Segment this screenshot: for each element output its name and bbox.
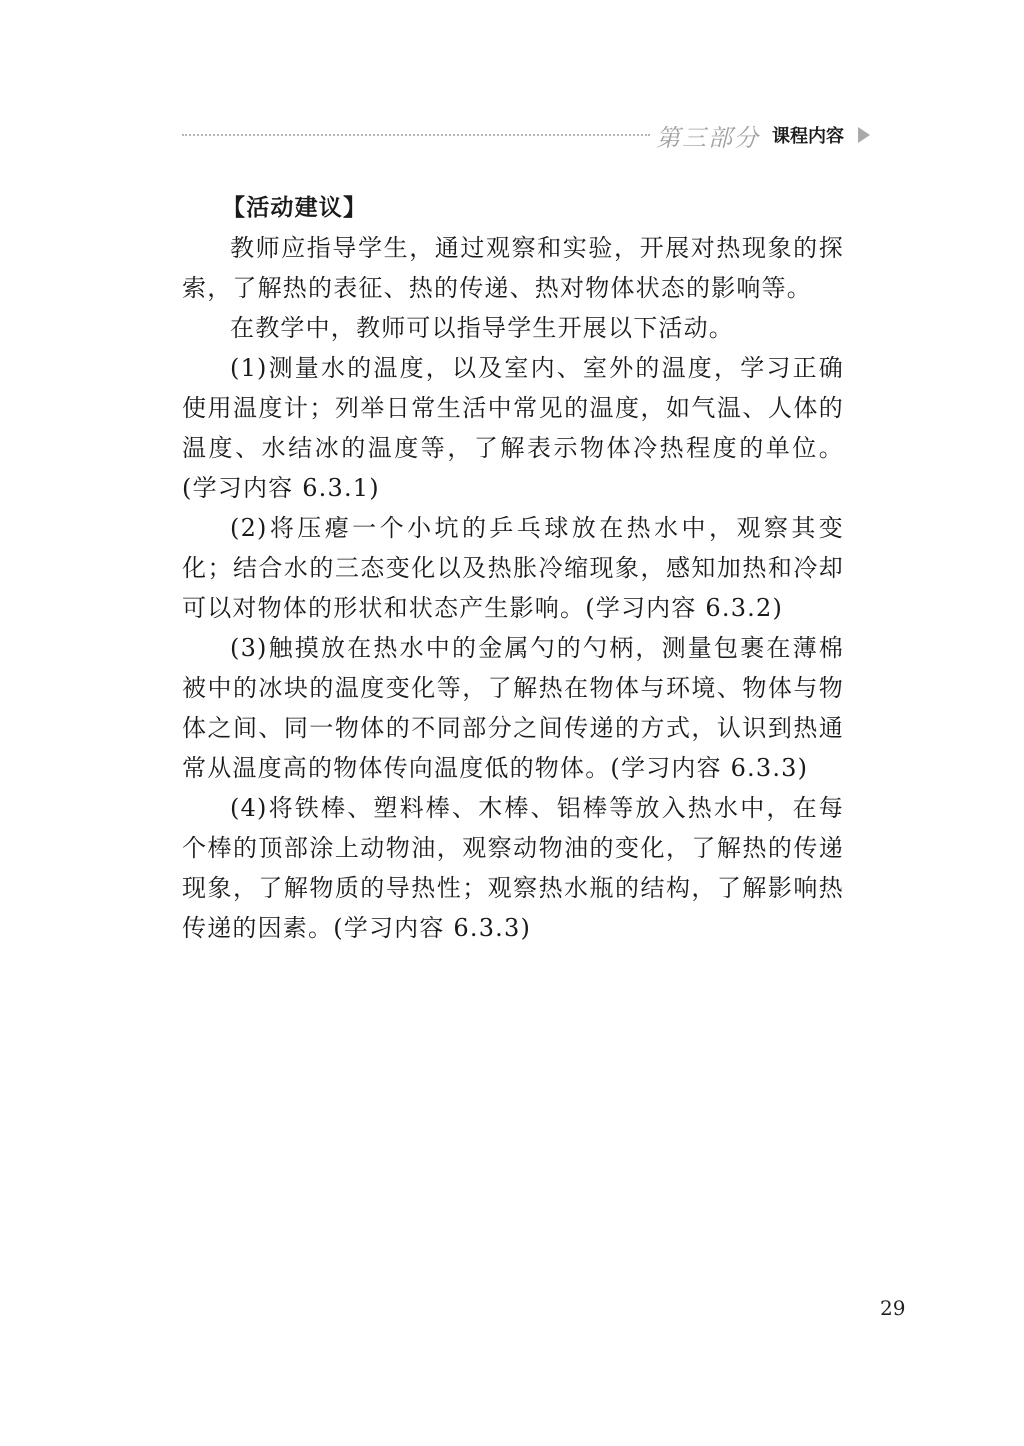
header-dotted-rule	[182, 134, 650, 136]
page-number: 29	[880, 1296, 906, 1320]
main-content	[182, 188, 844, 948]
header-section-title: 课程内容	[772, 126, 844, 147]
paragraph-intro: 教师应指导学生，通过观察和实验，开展对热现象的探索，了解热的表征、热的传递、热对物体状态的影响等。	[182, 234, 844, 302]
paragraph-activity-4: (4)将铁棒、塑料棒、木棒、铝棒等放入热水中，在每个棒的顶部涂上动物油，观察动物油的变化，了解热的传递现象，了解物质的导热性；观察热水瓶的结构，了解影响热传递的因素。(学习内容 6.3.3)	[182, 794, 844, 942]
header-part-label: 第三部分	[656, 124, 760, 152]
paragraph-activities-lead: 在教学中，教师可以指导学生开展以下活动。	[230, 314, 734, 342]
paragraph-activity-3: (3)触摸放在热水中的金属勺的勺柄，测量包裹在薄棉被中的冰块的温度变化等，了解热在物体与环境、物体与物体之间、同一物体的不同部分之间传递的方式，认识到热通常从温度高的物体传向温度低的物体。(学习内容 6.3.3)	[182, 634, 844, 782]
paragraph-activity-2: (2)将压瘪一个小坑的乒乓球放在热水中，观察其变化；结合水的三态变化以及热胀冷缩现象，感知加热和冷却可以对物体的形状和状态产生影响。(学习内容 6.3.2)	[182, 514, 844, 622]
paragraph-activity-1: (1)测量水的温度，以及室内、室外的温度，学习正确使用温度计；列举日常生活中常见的温度，如气温、人体的温度、水结冰的温度等，了解表示物体冷热程度的单位。(学习内容 6.3.1)	[182, 354, 844, 502]
running-header	[182, 116, 872, 156]
triangle-right-icon	[858, 127, 870, 143]
section-heading: 【活动建议】	[222, 195, 368, 221]
